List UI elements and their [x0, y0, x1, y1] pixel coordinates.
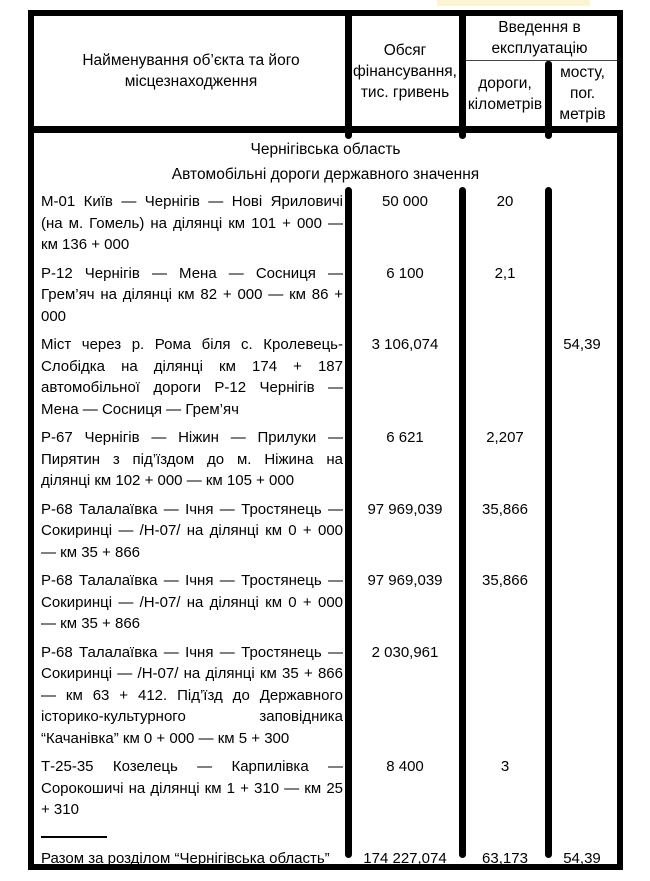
table-row — [34, 570, 617, 635]
roads-km-cell — [462, 642, 548, 750]
bridge-m-cell — [548, 756, 616, 821]
object-name-cell: М-01 Київ — Чернігів — Нові Яриловичі (на м. Гомель) на ділянці км 101 + 000 — км 136 + 000 — [41, 193, 343, 253]
bridge-m-cell — [548, 570, 616, 635]
footnote-separator-line — [41, 836, 107, 838]
header-commissioning-group — [462, 16, 617, 126]
table-rows — [34, 191, 617, 869]
roads-km-cell: 35,866 — [482, 500, 528, 518]
bridge-m-cell: 54,39 — [563, 336, 601, 353]
table-body — [34, 133, 617, 867]
roads-km-cell: 3 — [500, 758, 510, 775]
financing-cell: 2 030,961 — [371, 643, 439, 661]
object-name-cell: Р-68 Талалаївка — Ічня — Тростянець — Сокиринці — /Н-07/ на ділянці км 0 + 000 — км 35 + 866 — [41, 572, 343, 632]
header-financing-column: Обсяг фінансування, тис. гривень — [353, 41, 457, 101]
financing-cell: 97 969,039 — [367, 500, 443, 518]
total-label-cell: Разом за розділом “Чернігівська область” — [41, 849, 330, 867]
column-divider-2 — [459, 187, 466, 858]
header-bridge-column: мосту, пог. метрів — [559, 64, 606, 123]
financing-cell: 3 106,074 — [371, 336, 439, 353]
table-row — [34, 642, 617, 750]
bridge-m-cell — [548, 263, 616, 328]
total-bridge-m-cell: 54,39 — [563, 849, 601, 867]
financing-cell: 50 000 — [382, 193, 428, 210]
table-header — [34, 16, 617, 133]
bridge-m-cell — [548, 427, 616, 492]
object-name-cell: Т-25-35 Козелець — Карпилівка — Сорокошичі на ділянці км 1 + 310 — км 25 + 310 — [41, 758, 343, 818]
roads-km-cell: 35,866 — [482, 572, 528, 589]
header-commissioning-column: Введення в експлуатацію — [462, 16, 617, 61]
column-divider-3 — [545, 187, 552, 858]
financing-table — [28, 10, 623, 870]
financing-cell: 8 400 — [386, 758, 424, 775]
roads-km-cell: 2,207 — [486, 429, 524, 446]
header-roads-column: дороги, кілометрів — [467, 74, 543, 113]
column-divider-1 — [345, 187, 352, 858]
financing-cell: 97 969,039 — [367, 572, 443, 589]
roads-km-cell: 2,1 — [494, 264, 516, 282]
table-row — [34, 191, 617, 256]
object-name-cell: Р-12 Чернігів — Мена — Сосниця — Грем’яч на ділянці км 82 + 000 — км 86 + 000 — [41, 264, 343, 325]
total-roads-km-cell: 63,173 — [482, 849, 528, 867]
financing-cell: 6 621 — [386, 429, 424, 446]
bridge-m-cell — [548, 191, 616, 256]
table-row — [34, 263, 617, 328]
total-financing-cell: 174 227,074 — [363, 849, 447, 867]
object-name-cell: Р-68 Талалаївка — Ічня — Тростянець — Сокиринці — /Н-07/ на ділянці км 0 + 000 — км 35 + 866 — [41, 500, 343, 561]
roads-km-cell — [462, 334, 548, 420]
section-title-subsection: Автомобільні дороги державного значення — [171, 166, 480, 183]
header-divider-2 — [459, 16, 466, 126]
object-name-cell: Міст через р. Рома біля с. Кролевець-Слобідка на ділянці км 174 + 187 автомобільної дороги Р-12 Чернігів — Мена — Сосниця — Грем’яч — [41, 336, 343, 418]
bridge-m-cell — [548, 642, 616, 750]
table-row — [34, 756, 617, 821]
table-row — [34, 427, 617, 492]
table-row — [34, 499, 617, 564]
section-title-region: Чернігівська область — [250, 141, 401, 158]
object-name-cell: Р-67 Чернігів — Ніжин — Прилуки — Пирятин з під’їздом до м. Ніжина на ділянці км 102 + 000 — км 105 + 000 — [41, 429, 343, 489]
total-row — [34, 848, 617, 870]
roads-km-cell: 20 — [496, 193, 514, 210]
header-divider-3 — [545, 61, 552, 126]
table-row — [34, 334, 617, 420]
financing-cell: 6 100 — [386, 264, 424, 282]
header-divider-1 — [345, 16, 352, 126]
highlight-mark — [437, 0, 590, 6]
object-name-cell: Р-68 Талалаївка — Ічня — Тростянець — Сокиринці — /Н-07/ на ділянці км 35 + 866 — км 63 + 412. Під’їзд до Державного історико-культурного заповідника “Качанівка” км 0 + 000 — км 5 + 300 — [41, 643, 343, 747]
header-name-column: Найменування об’єкта та його місцезнаходження — [82, 52, 300, 90]
bridge-m-cell — [548, 499, 616, 564]
